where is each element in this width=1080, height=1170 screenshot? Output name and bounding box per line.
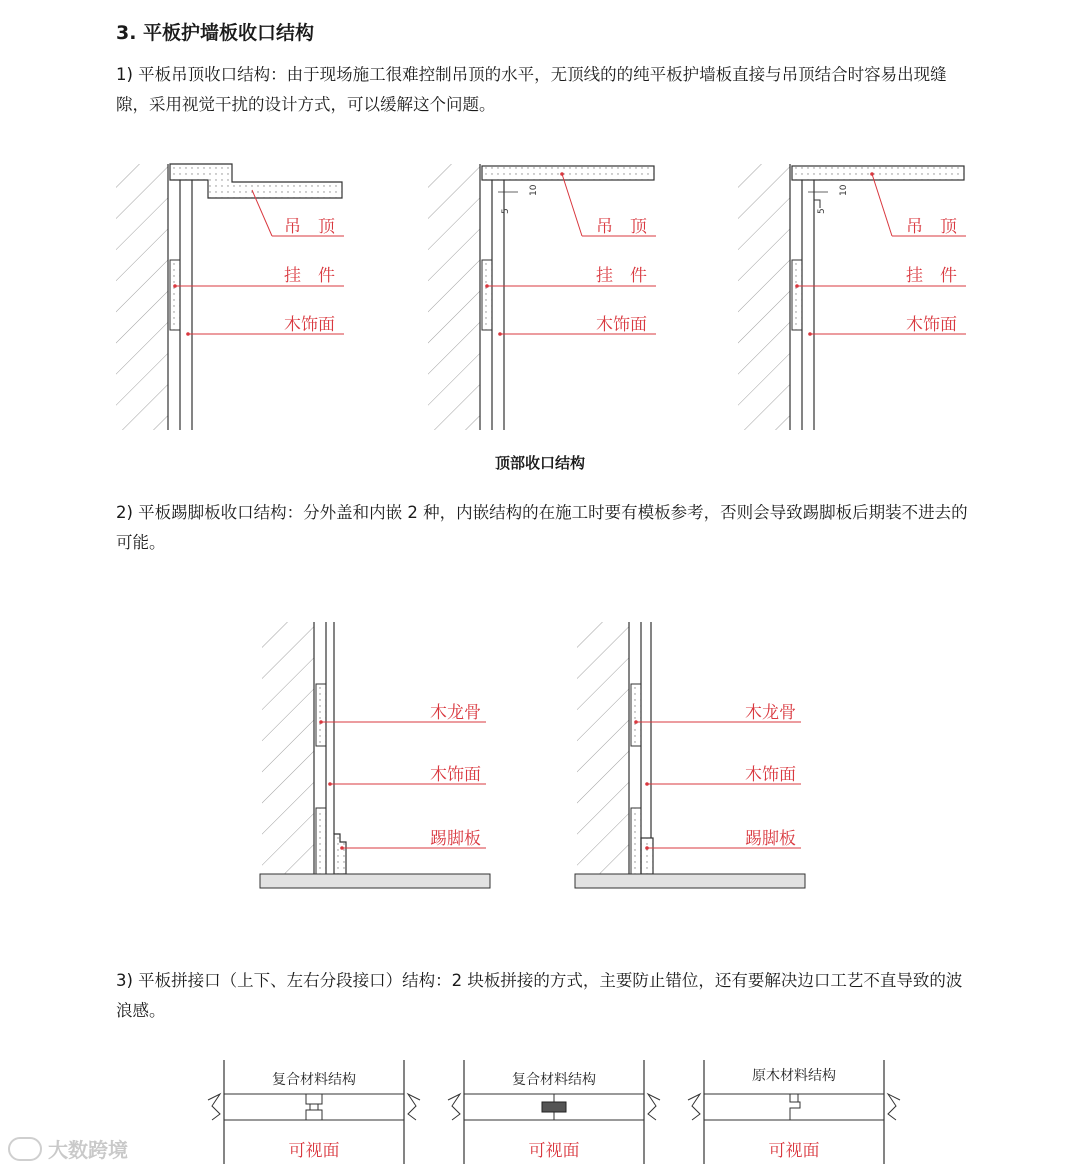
- label-skirting: 踢脚板: [745, 829, 796, 849]
- skirting-detail-2: [573, 620, 809, 892]
- section-title: 3. 平板护墙板收口结构: [116, 22, 315, 44]
- figure-caption-top: 顶部收口结构: [494, 454, 585, 472]
- joint-title: 复合材料结构: [272, 1072, 356, 1088]
- joint-title: 复合材料结构: [512, 1072, 596, 1088]
- label-hanger: 挂 件: [906, 266, 957, 286]
- paragraph-joint: 3) 平板拼接口（上下、左右分段接口）结构：2 块板拼接的方式，主要防止错位，还有要解决边口工艺不直导致的波浪感。: [116, 971, 963, 1020]
- label-ceiling: 吊 顶: [284, 217, 335, 237]
- joint-detail-3: [686, 1058, 902, 1168]
- label-wood-face: 木饰面: [284, 315, 335, 335]
- dim-b: 5: [817, 208, 827, 214]
- label-wood-face: 木饰面: [596, 315, 647, 335]
- ceiling-detail-1: [112, 160, 362, 435]
- paragraph-ceiling: 1) 平板吊顶收口结构：由于现场施工很难控制吊顶的水平，无顶线的的纯平板护墙板直接与吊顶结合时容易出现缝隙，采用视觉干扰的设计方式，可以缓解这个问题。: [116, 65, 947, 114]
- skirting-detail-1: [258, 620, 494, 892]
- dim-a: 10: [839, 184, 849, 196]
- label-hanger: 挂 件: [284, 266, 335, 286]
- visible-face-label: 可视面: [528, 1141, 580, 1161]
- joint-title: 原木材料结构: [752, 1068, 836, 1084]
- label-wood-face: 木饰面: [906, 315, 957, 335]
- visible-face-label: 可视面: [768, 1141, 820, 1161]
- label-hanger: 挂 件: [596, 266, 647, 286]
- dim-a: 10: [529, 184, 539, 196]
- watermark-text: 大数跨境: [48, 1138, 128, 1162]
- joint-detail-2: [446, 1058, 662, 1168]
- label-wood-face: 木饰面: [430, 765, 481, 785]
- label-ceiling: 吊 顶: [906, 217, 957, 237]
- dim-b: 5: [501, 208, 511, 214]
- visible-face-label: 可视面: [288, 1141, 340, 1161]
- label-skirting: 踢脚板: [430, 829, 481, 849]
- ceiling-detail-3: [734, 160, 984, 435]
- watermark-logo-icon: [8, 1137, 42, 1161]
- label-ceiling: 吊 顶: [596, 217, 647, 237]
- ceiling-detail-2: [424, 160, 674, 435]
- label-keel: 木龙骨: [745, 703, 796, 723]
- paragraph-skirting: 2) 平板踢脚板收口结构：分外盖和内嵌 2 种，内嵌结构的在施工时要有模板参考，否则会导致踢脚板后期装不进去的可能。: [116, 503, 968, 552]
- joint-detail-1: [206, 1058, 422, 1168]
- label-keel: 木龙骨: [430, 703, 481, 723]
- label-wood-face: 木饰面: [745, 765, 796, 785]
- watermark: [8, 1134, 128, 1163]
